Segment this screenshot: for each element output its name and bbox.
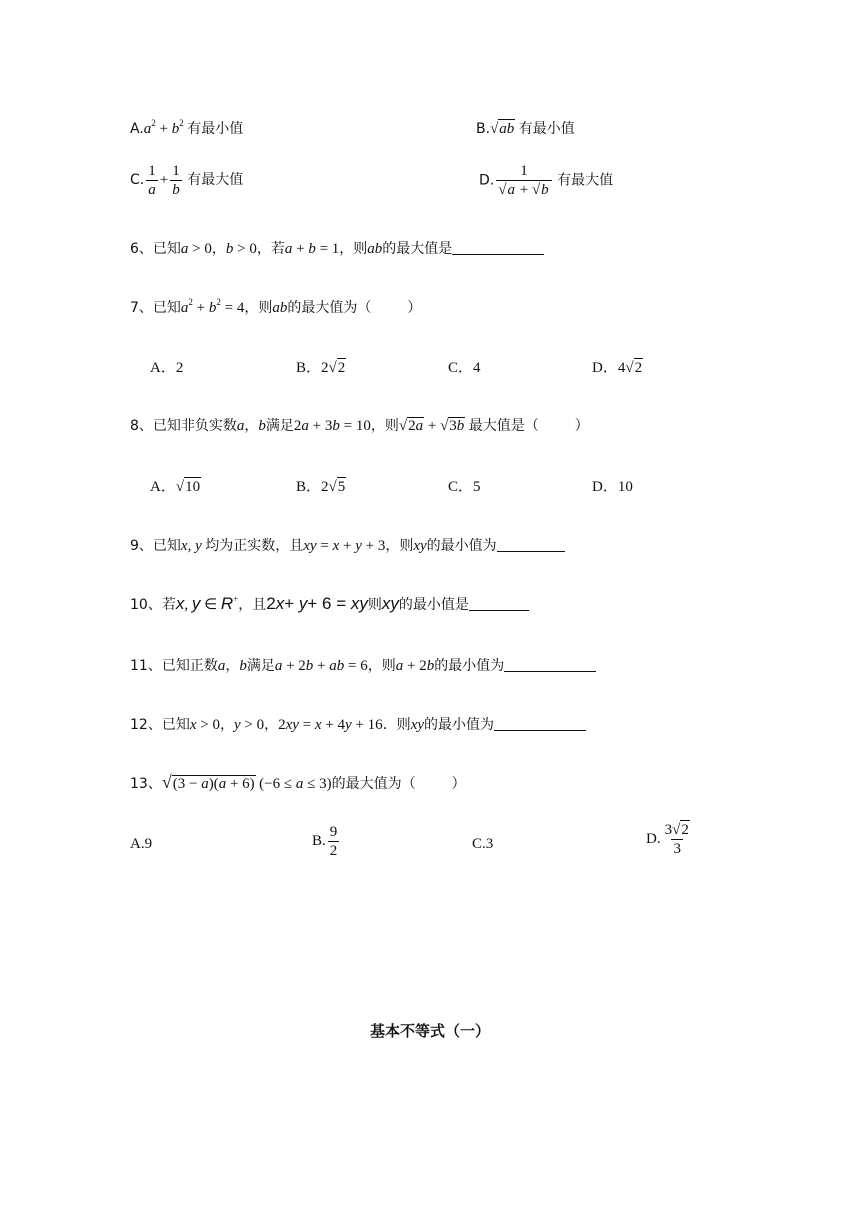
answer-blank[interactable] xyxy=(452,240,544,255)
sqrt-ab: √ab xyxy=(490,121,515,137)
q5-option-c: C. $\frac{1}{a}$ + $\frac{1}{b}$ 有最大值 xyxy=(130,163,244,198)
question-6: 6、已知a > 0，b > 0，若a + b = 1，则ab的最大值是 xyxy=(130,238,544,258)
q13-option-b: B. $\frac{9}{2}$ xyxy=(312,824,338,859)
q8-option-d: D．10 xyxy=(592,479,633,495)
q7-option-b: B．2√2 xyxy=(296,360,346,376)
question-9: 9、已知x, y 均为正实数，且xy = x + y + 3，则xy的最小值为 xyxy=(130,535,565,555)
question-8: 8、已知非负实数a，b满足2a + 3b = 10，则√2a + √3b 最大值是（ ） xyxy=(130,418,589,434)
q7-option-d: D．4√2 xyxy=(592,360,643,376)
q5-option-d: D. $\frac{1}{√a + √b}$ 有最大值 xyxy=(479,163,614,198)
question-13: 13、√(3 − a)(a + 6) (−6 ≤ a ≤ 3)的最大值为（ ） xyxy=(130,772,466,792)
answer-blank[interactable] xyxy=(504,657,596,672)
q7-option-c: C．4 xyxy=(448,360,481,376)
q8-option-c: C．5 xyxy=(448,479,481,495)
q13-option-a: A.9 xyxy=(130,836,153,852)
answer-blank[interactable] xyxy=(494,716,586,731)
q8-option-b: B．2√5 xyxy=(296,479,346,495)
section-title: 基本不等式（一） xyxy=(369,1022,490,1040)
q13-option-c: C.3 xyxy=(472,836,494,852)
q5-option-b: B.√ab 有最小值 xyxy=(476,121,575,137)
q7-option-a: A．2 xyxy=(150,360,184,376)
q8-option-a: A．√10 xyxy=(150,479,201,495)
answer-blank[interactable] xyxy=(497,537,565,552)
question-12: 12、已知x > 0，y > 0，2xy = x + 4y + 16．则xy的最小值为 xyxy=(130,714,586,734)
question-11: 11、已知正数a，b满足a + 2b + ab = 6，则a + 2b的最小值为 xyxy=(130,655,596,675)
q5-option-a: $A.a^2 + b^2$ 有最小值 xyxy=(130,118,244,137)
q13-option-d: D. $\frac{3√2}{3}$ xyxy=(646,822,689,857)
answer-blank[interactable] xyxy=(469,596,529,611)
question-7: 7、已知$a^2 + b^2 = 4$，则ab的最大值为（ ） xyxy=(130,297,422,316)
question-10: 10、若x, y ∈ R+，且2x+ y+ 6 = xy则xy的最小值是 xyxy=(130,594,529,614)
